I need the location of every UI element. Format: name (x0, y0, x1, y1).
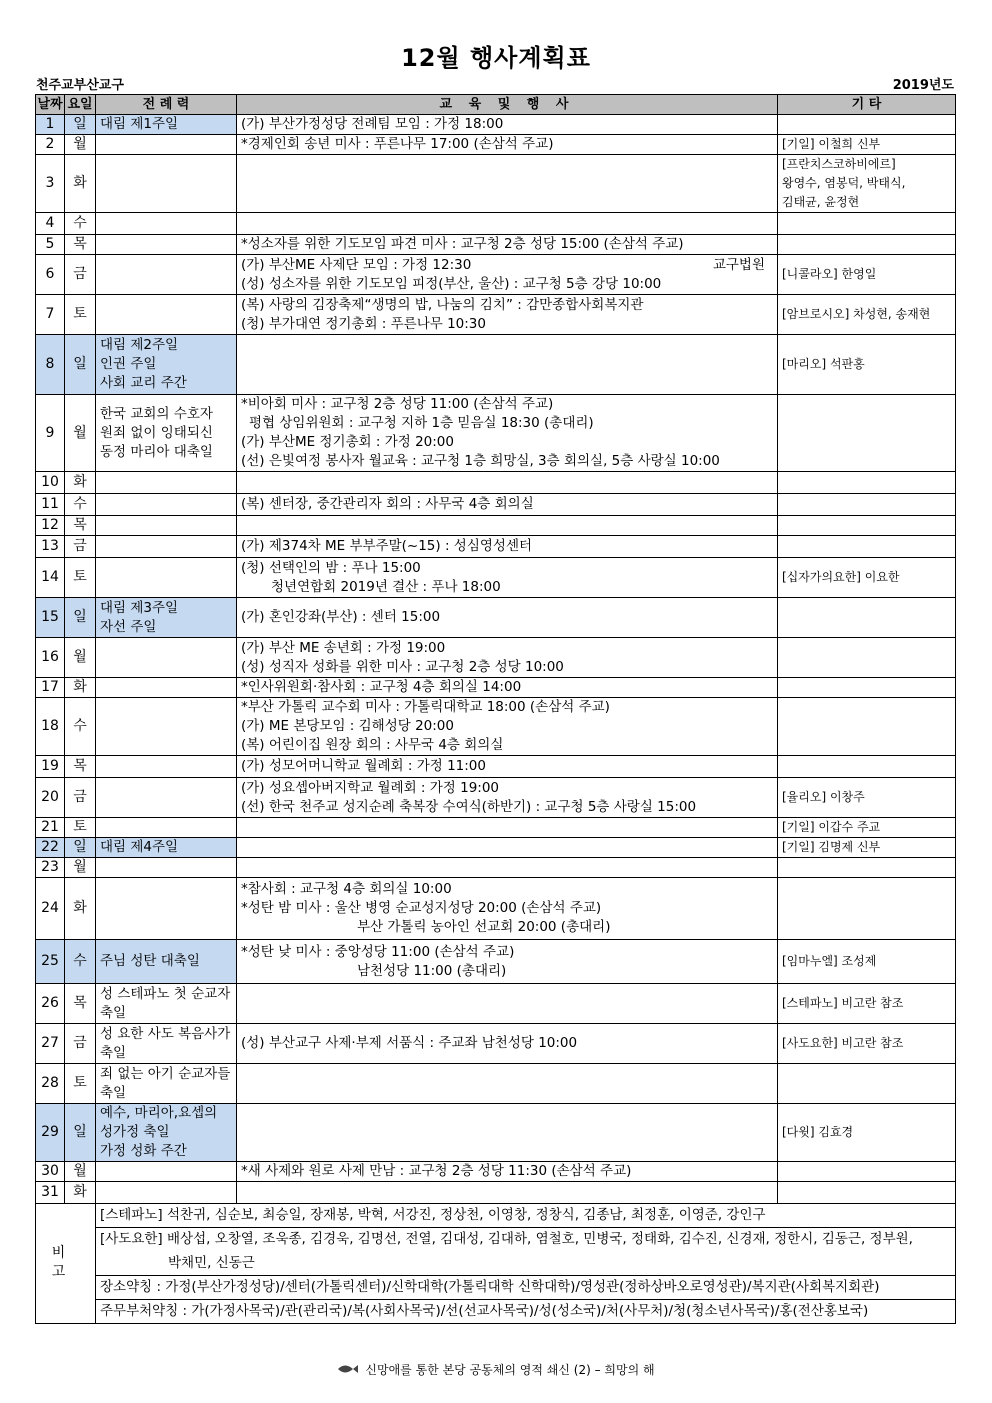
notes-row-offices (36, 1299, 956, 1323)
weekday-cell: 목 (65, 984, 96, 1024)
date-cell: 14 (36, 558, 65, 598)
weekday-cell: 토 (65, 558, 96, 598)
events-cell (237, 984, 778, 1024)
events-cell (237, 255, 778, 295)
date-cell: 13 (36, 536, 65, 558)
liturgy-cell (96, 940, 237, 984)
event-line: *성소자를 위한 기도모임 파견 미사 : 교구청 2층 성당 15:00 (손삼석 주교) (241, 236, 684, 252)
event-line: 평협 상임위원회 : 교구청 지하 1층 믿음실 18:30 (총대리) (249, 415, 594, 431)
events-cell (237, 1162, 778, 1182)
table-row (36, 940, 956, 984)
event-line (241, 256, 773, 275)
events-cell (237, 516, 778, 536)
schedule-table (35, 94, 956, 1324)
notes-places: 장소약칭 : 가정(부산가정성당)/센터(가톨릭센터)/신학대학(가톨릭대학 신학대학)/영성관(정하상바오로영성관)/복지관(사회복지회관) (96, 1275, 956, 1299)
event-line: *인사위원회·참사회 : 교구청 4층 회의실 14:00 (241, 679, 522, 695)
table-row (36, 494, 956, 516)
diocese-name: 천주교부산교구 (36, 78, 124, 93)
event-line: *새 사제와 원로 사제 만남 : 교구청 2층 성당 11:30 (손삼석 주교) (241, 1163, 632, 1179)
weekday-cell: 월 (65, 395, 96, 472)
etc-cell (778, 335, 956, 395)
event-text: (가) 부산ME 사제단 모임 : 가정 12:30 (241, 256, 472, 273)
event-line: *비아회 미사 : 교구청 2층 성당 11:00 (손삼석 주교) (241, 396, 554, 412)
liturgy-cell (96, 472, 237, 494)
liturgy-line: 축일 (100, 1084, 127, 1101)
liturgy-line: 주님 성탄 대축일 (100, 953, 200, 969)
events-cell (237, 335, 778, 395)
weekday-cell: 토 (65, 295, 96, 335)
event-line: (성) 부산교구 사제·부제 서품식 : 주교좌 남천성당 10:00 (241, 1035, 578, 1051)
weekday-cell: 월 (65, 858, 96, 878)
events-cell (237, 698, 778, 756)
event-line: (가) 부산ME 정기총회 : 가정 20:00 (241, 434, 454, 450)
weekday-cell: 월 (65, 135, 96, 155)
events-cell (237, 756, 778, 778)
liturgy-line: 가정 성화 주간 (100, 1143, 187, 1159)
liturgy-cell (96, 778, 237, 818)
notes-label: 비 고 (36, 1204, 96, 1324)
etc-line: 왕영수, 염봉덕, 박태식, (782, 176, 906, 190)
etc-cell (778, 598, 956, 638)
liturgy-cell (96, 536, 237, 558)
liturgy-line: 대림 제3주일 (100, 599, 179, 616)
event-line: *참사회 : 교구청 4층 회의실 10:00 (241, 881, 452, 897)
weekday-cell: 월 (65, 1162, 96, 1182)
event-line: *성탄 밤 미사 : 울산 병영 순교성지성당 20:00 (손삼석 주교) (241, 900, 602, 916)
weekday-cell: 일 (65, 335, 96, 395)
date-cell: 1 (36, 115, 65, 135)
event-location-right: 교구법원 (712, 256, 765, 273)
date-cell: 2 (36, 135, 65, 155)
etc-line: [십자가의요한] 이요한 (782, 570, 900, 584)
events-cell (237, 536, 778, 558)
etc-cell (778, 984, 956, 1024)
event-line: (가) 부산 ME 송년회 : 가정 19:00 (241, 639, 446, 656)
date-cell: 22 (36, 838, 65, 858)
weekday-cell: 수 (65, 698, 96, 756)
event-line: (복) 어린이집 원장 회의 : 사무국 4층 회의실 (241, 737, 504, 753)
events-cell (237, 678, 778, 698)
events-cell (237, 778, 778, 818)
etc-line: 김태균, 윤정현 (782, 195, 860, 209)
etc-line: [니콜라오] 한영일 (782, 267, 877, 281)
table-row (36, 1162, 956, 1182)
liturgy-line: 인권 주일 (100, 356, 157, 372)
events-cell (237, 213, 778, 235)
date-cell: 27 (36, 1024, 65, 1064)
event-line: 청년연합회 2019년 결산 : 푸나 18:00 (271, 578, 501, 595)
table-row (36, 155, 956, 213)
liturgy-cell (96, 494, 237, 516)
events-cell (237, 472, 778, 494)
etc-line: [기일] 이갑수 주교 (782, 820, 881, 834)
date-cell: 5 (36, 235, 65, 255)
date-cell: 4 (36, 213, 65, 235)
date-cell: 24 (36, 878, 65, 940)
event-line: (성) 성소자를 위한 기도모임 피정(부산, 울산) : 교구청 5층 강당 10:00 (241, 275, 662, 292)
date-cell: 31 (36, 1182, 65, 1204)
liturgy-cell (96, 395, 237, 472)
fish-logo-icon (337, 1363, 359, 1378)
weekday-cell: 금 (65, 255, 96, 295)
events-cell (237, 598, 778, 638)
etc-cell (778, 255, 956, 295)
liturgy-cell (96, 678, 237, 698)
etc-cell (778, 472, 956, 494)
weekday-cell: 수 (65, 494, 96, 516)
col-weekday-header: 요일 (65, 95, 96, 115)
weekday-cell: 수 (65, 940, 96, 984)
notes-john-cont: 박채민, 신동근 (96, 1252, 956, 1276)
table-row (36, 472, 956, 494)
date-cell: 10 (36, 472, 65, 494)
liturgy-line: 사회 교리 주간 (100, 375, 187, 391)
event-line: *성탄 낮 미사 : 중앙성당 11:00 (손삼석 주교) (241, 943, 515, 960)
date-cell: 19 (36, 756, 65, 778)
table-row (36, 1182, 956, 1204)
event-line: *부산 가톨릭 교수회 미사 : 가톨릭대학교 18:00 (손삼석 주교) (241, 699, 610, 715)
table-row (36, 335, 956, 395)
notes-offices: 주무부처약칭 : 가(가정사목국)/관(관리국)/복(사회사목국)/선(선교사목국)/성(성소국)/처(사무처)/청(청소년사목국)/홍(전산홍보국) (96, 1299, 956, 1323)
liturgy-line: 자선 주일 (100, 618, 157, 635)
notes-row-places (36, 1275, 956, 1299)
weekday-cell: 금 (65, 536, 96, 558)
table-row (36, 858, 956, 878)
liturgy-cell (96, 213, 237, 235)
date-cell: 21 (36, 818, 65, 838)
table-row (36, 213, 956, 235)
table-row (36, 395, 956, 472)
col-events-header: 교 육 및 행 사 (237, 95, 778, 115)
header-row (36, 95, 956, 115)
etc-cell (778, 213, 956, 235)
date-cell: 17 (36, 678, 65, 698)
etc-cell (778, 395, 956, 472)
date-cell: 6 (36, 255, 65, 295)
etc-cell (778, 678, 956, 698)
table-row (36, 838, 956, 858)
date-cell: 3 (36, 155, 65, 213)
etc-cell (778, 1182, 956, 1204)
date-cell: 28 (36, 1064, 65, 1104)
event-line: (복) 센터장, 중간관리자 회의 : 사무국 4층 회의실 (241, 496, 534, 512)
footer (0, 1361, 992, 1378)
year-label: 2019년도 (892, 78, 954, 93)
date-cell: 12 (36, 516, 65, 536)
weekday-cell: 화 (65, 678, 96, 698)
etc-cell (778, 1162, 956, 1182)
weekday-cell: 화 (65, 878, 96, 940)
liturgy-line: 대림 제2주일 (100, 337, 179, 353)
col-date-header: 날짜 (36, 95, 65, 115)
etc-line: [임마누엘] 조성제 (782, 954, 877, 968)
event-line: (가) 부산가정성당 전례팀 모임 : 가정 18:00 (241, 116, 504, 132)
etc-cell (778, 494, 956, 516)
liturgy-cell (96, 858, 237, 878)
table-row (36, 516, 956, 536)
notes-row-john-cont (36, 1252, 956, 1276)
event-line: (가) 성모어머니학교 월례회 : 가정 11:00 (241, 758, 486, 774)
liturgy-cell (96, 756, 237, 778)
event-line: (선) 한국 천주교 성지순례 축복장 수여식(하반기) : 교구청 5층 사랑실 15:00 (241, 798, 697, 815)
weekday-cell: 일 (65, 838, 96, 858)
liturgy-line: 성 스테파노 첫 순교자 (100, 985, 231, 1002)
events-cell (237, 155, 778, 213)
weekday-cell: 목 (65, 235, 96, 255)
etc-line: [프란치스코하비에르] (782, 157, 896, 171)
events-cell (237, 638, 778, 678)
table-row (36, 778, 956, 818)
weekday-cell: 토 (65, 1064, 96, 1104)
table-row (36, 1024, 956, 1064)
event-line: (청) 선택인의 밤 : 푸나 15:00 (241, 559, 421, 576)
liturgy-cell (96, 155, 237, 213)
notes-row-john (36, 1228, 956, 1252)
table-row (36, 878, 956, 940)
etc-cell (778, 638, 956, 678)
weekday-cell: 일 (65, 1104, 96, 1162)
liturgy-cell (96, 984, 237, 1024)
table-row (36, 558, 956, 598)
etc-line: [암브로시오] 차성현, 송재현 (782, 307, 931, 321)
table-row (36, 818, 956, 838)
weekday-cell: 화 (65, 155, 96, 213)
date-cell: 20 (36, 778, 65, 818)
etc-cell (778, 115, 956, 135)
events-cell (237, 295, 778, 335)
liturgy-cell (96, 295, 237, 335)
etc-cell (778, 558, 956, 598)
events-cell (237, 235, 778, 255)
weekday-cell: 일 (65, 115, 96, 135)
event-line: *경제인회 송년 미사 : 푸른나무 17:00 (손삼석 주교) (241, 136, 554, 152)
table-row (36, 698, 956, 756)
etc-cell (778, 1024, 956, 1064)
liturgy-cell (96, 516, 237, 536)
notes-stephen: [스테파노] 석찬귀, 심순보, 최승일, 장재봉, 박혁, 서강진, 정상천, 이영창, 정창식, 김종남, 최정훈, 이영준, 강인구 (96, 1204, 956, 1228)
date-cell: 25 (36, 940, 65, 984)
liturgy-cell (96, 1104, 237, 1162)
etc-cell (778, 1064, 956, 1104)
weekday-cell: 목 (65, 756, 96, 778)
liturgy-cell (96, 335, 237, 395)
liturgy-line: 대림 제1주일 (100, 116, 179, 132)
liturgy-cell (96, 255, 237, 295)
events-cell (237, 818, 778, 838)
table-row (36, 255, 956, 295)
events-cell (237, 1182, 778, 1204)
table-row (36, 1064, 956, 1104)
events-cell (237, 940, 778, 984)
liturgy-cell (96, 638, 237, 678)
notes-john: [사도요한] 배상섭, 오창열, 조욱종, 김경욱, 김명선, 전열, 김대성, 김대하, 염철호, 민병국, 정태화, 김수진, 신경재, 정한시, 김동근, 정부원, (96, 1228, 956, 1252)
event-line: (가) 제374차 ME 부부주말(~15) : 성심영성센터 (241, 538, 533, 554)
liturgy-cell (96, 135, 237, 155)
weekday-cell: 일 (65, 598, 96, 638)
date-cell: 7 (36, 295, 65, 335)
event-line: 남천성당 11:00 (총대리) (357, 962, 507, 979)
date-cell: 29 (36, 1104, 65, 1162)
weekday-cell: 화 (65, 472, 96, 494)
events-cell (237, 115, 778, 135)
weekday-cell: 목 (65, 516, 96, 536)
event-line: (가) 성요셉아버지학교 월례회 : 가정 19:00 (241, 779, 500, 796)
event-line: (가) ME 본당모임 : 김해성당 20:00 (241, 718, 454, 734)
etc-cell (778, 858, 956, 878)
etc-cell (778, 1104, 956, 1162)
etc-cell (778, 878, 956, 940)
liturgy-cell (96, 115, 237, 135)
etc-cell (778, 135, 956, 155)
etc-cell (778, 155, 956, 213)
liturgy-line: 한국 교회의 수호자 (100, 405, 213, 422)
liturgy-cell (96, 598, 237, 638)
liturgy-cell (96, 1162, 237, 1182)
liturgy-line: 동정 마리아 대축일 (100, 443, 213, 460)
etc-line: [율리오] 이창주 (782, 790, 865, 804)
events-cell (237, 558, 778, 598)
table-row (36, 678, 956, 698)
etc-cell (778, 295, 956, 335)
events-cell (237, 395, 778, 472)
events-cell (237, 838, 778, 858)
table-row (36, 598, 956, 638)
weekday-cell: 금 (65, 778, 96, 818)
liturgy-cell (96, 235, 237, 255)
liturgy-line: 대림 제4주일 (100, 839, 179, 855)
weekday-cell: 수 (65, 213, 96, 235)
event-line: (가) 혼인강좌(부산) : 센터 15:00 (241, 609, 441, 625)
liturgy-cell (96, 698, 237, 756)
weekday-cell: 금 (65, 1024, 96, 1064)
table-row (36, 235, 956, 255)
date-cell: 30 (36, 1162, 65, 1182)
events-cell (237, 858, 778, 878)
table-row (36, 295, 956, 335)
etc-cell (778, 698, 956, 756)
etc-line: [스테파노] 비고란 참조 (782, 996, 904, 1010)
table-row (36, 638, 956, 678)
table-row (36, 1104, 956, 1162)
events-cell (237, 494, 778, 516)
table-row (36, 756, 956, 778)
liturgy-cell (96, 1064, 237, 1104)
date-cell: 15 (36, 598, 65, 638)
etc-cell (778, 756, 956, 778)
table-row (36, 984, 956, 1024)
table-row (36, 135, 956, 155)
date-cell: 23 (36, 858, 65, 878)
etc-cell (778, 536, 956, 558)
liturgy-cell (96, 818, 237, 838)
etc-cell (778, 516, 956, 536)
liturgy-line: 예수, 마리아,요셉의 (100, 1105, 218, 1121)
liturgy-cell (96, 838, 237, 858)
liturgy-line: 축일 (100, 1004, 127, 1021)
date-cell: 26 (36, 984, 65, 1024)
liturgy-line: 원죄 없이 잉태되신 (100, 424, 213, 441)
etc-cell (778, 235, 956, 255)
event-line: 부산 가톨릭 농아인 선교회 20:00 (총대리) (357, 919, 611, 935)
event-line: (복) 사랑의 김장축제“생명의 밥, 나눔의 김치” : 감만종합사회복지관 (241, 296, 644, 313)
event-line: (선) 은빛여정 봉사자 월교육 : 교구청 1층 희망실, 3층 회의실, 5층 사랑실 10:00 (241, 453, 720, 469)
col-etc-header: 기 타 (778, 95, 956, 115)
etc-cell (778, 818, 956, 838)
event-line: (성) 성직자 성화를 위한 미사 : 교구청 2층 성당 10:00 (241, 658, 564, 675)
notes-row-stephen (36, 1204, 956, 1228)
events-cell (237, 1024, 778, 1064)
etc-cell (778, 778, 956, 818)
liturgy-cell (96, 1182, 237, 1204)
date-cell: 16 (36, 638, 65, 678)
date-cell: 8 (36, 335, 65, 395)
etc-cell (778, 940, 956, 984)
liturgy-line: 성가정 축일 (100, 1124, 170, 1140)
liturgy-line: 축일 (100, 1044, 127, 1061)
events-cell (237, 878, 778, 940)
date-cell: 11 (36, 494, 65, 516)
table-row (36, 536, 956, 558)
etc-cell (778, 838, 956, 858)
event-line: (청) 부가대연 정기총회 : 푸른나무 10:30 (241, 315, 486, 332)
liturgy-cell (96, 878, 237, 940)
footer-text: 신망애를 통한 본당 공동체의 영적 쇄신 (2) – 희망의 해 (365, 1363, 655, 1377)
etc-line: [기일] 이철희 신부 (782, 137, 881, 151)
page-title: 12월 행사계획표 (401, 44, 591, 72)
date-cell: 9 (36, 395, 65, 472)
liturgy-line: 죄 없는 아기 순교자들 (100, 1065, 231, 1082)
weekday-cell: 월 (65, 638, 96, 678)
weekday-cell: 화 (65, 1182, 96, 1204)
date-cell: 18 (36, 698, 65, 756)
events-cell (237, 135, 778, 155)
etc-line: [기일] 김명제 신부 (782, 840, 881, 854)
etc-line: [마리오] 석판홍 (782, 357, 865, 371)
table-row (36, 115, 956, 135)
liturgy-cell (96, 1024, 237, 1064)
weekday-cell: 토 (65, 818, 96, 838)
events-cell (237, 1064, 778, 1104)
etc-line: [사도요한] 비고란 참조 (782, 1036, 904, 1050)
liturgy-cell (96, 558, 237, 598)
liturgy-line: 성 요한 사도 복음사가 (100, 1025, 231, 1042)
etc-line: [다윗] 김효경 (782, 1125, 854, 1139)
col-liturgy-header: 전 례 력 (96, 95, 237, 115)
events-cell (237, 1104, 778, 1162)
